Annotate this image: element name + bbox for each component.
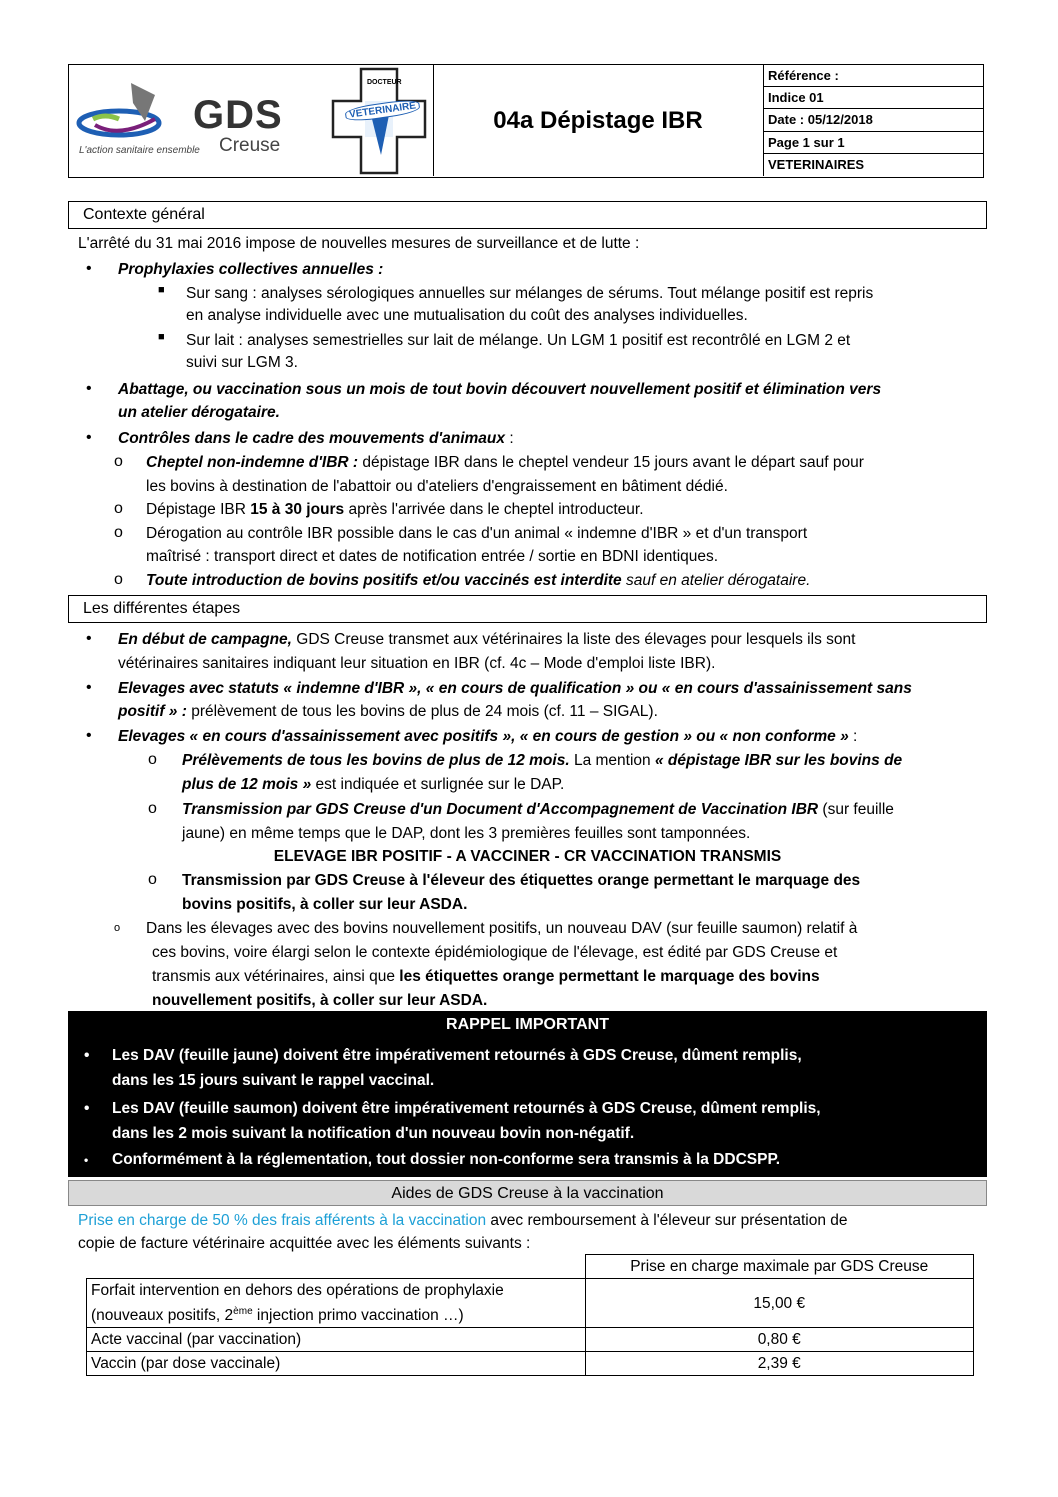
forfait-2-sup: ème [233,1306,253,1317]
meta-indice: Indice 01 [764,87,984,109]
table-cell-value: 15,00 € [585,1279,974,1328]
campagne-line-1 [118,630,855,650]
campagne-rest: GDS Creuse transmet aux vétérinaires la liste des élevages pour lesquels ils sont [291,631,856,648]
logo-tagline: L'action sanitaire ensemble [79,145,200,156]
statuts-rest: prélèvement de tous les bovins de plus de 24 mois (cf. 11 – SIGAL). [186,703,658,720]
fees-table [86,1254,974,1376]
table-corner [87,1255,586,1279]
cross-label: VETERINAIRE [344,98,421,123]
table-row [87,1328,974,1352]
lait-line-1: Sur lait : analyses semestrielles sur lait de mélange. Un LGM 1 positif est recontrôlé en LGM 2 et [186,332,851,349]
document-meta [763,65,984,176]
introduction-line [146,571,810,591]
prelevements-rest: La mention [569,752,655,769]
table-row [87,1352,974,1376]
forfait-line-1: Forfait intervention en dehors des opérations de prophylaxie [91,1282,504,1299]
logo-sub: Creuse [219,135,281,156]
controles-bold: Contrôles dans le cadre des mouvements d'animaux [118,430,506,447]
derogation-line-1: Dérogation au contrôle IBR possible dans le cas d'un animal « indemne d'IBR » et d'un transport [146,525,808,542]
abattage-line-2: un atelier dérogataire. [118,404,280,421]
circle-bullet-icon: o [114,571,123,588]
nouveaux-line-2: ces bovins, voire élargi selon le contexte épidémiologique de l'élevage, est édité par GDS Creuse et [152,944,838,961]
bullet-icon: • [86,429,92,446]
prelevements-2-rest: est indiquée et surlignée sur le DAP. [311,776,565,793]
gds-logo-icon [75,73,185,143]
document-header [68,64,984,178]
rappel-1-line-1: Les DAV (feuille jaune) doivent être impérativement retournés à GDS Creuse, dûment remplis, [112,1047,802,1064]
table-cell-value: 2,39 € [585,1352,974,1376]
rappel-box [68,1011,987,1177]
depistage-c: après l'arrivée dans le cheptel introducteur. [344,501,644,518]
table-cell-label: Acte vaccinal (par vaccination) [87,1328,586,1352]
square-bullet-icon: ■ [158,284,165,296]
circle-bullet-icon: o [148,871,157,888]
contexte-intro-text: L'arrêté du 31 mai 2016 impose de nouvelles mesures de surveillance et de lutte : [78,235,640,252]
prelevements-line-2 [182,775,564,795]
table-cell-label: Vaccin (par dose vaccinale) [87,1352,586,1376]
aides-title: Aides de GDS Creuse à la vaccination [68,1180,987,1206]
abattage-line-1: Abattage, ou vaccination sous un mois de tout bovin découvert nouvellement positif et élimination vers [118,381,882,398]
introduction-rest: sauf en atelier dérogataire. [621,572,811,589]
cheptel-line-1 [146,453,864,473]
circle-bullet-icon: o [148,751,157,768]
transmission-dav-line-2: jaune) en même temps que le DAP, dont les 3 premières feuilles sont tamponnées. [182,825,751,842]
sang-line-2: en analyse individuelle avec une mutualisation du coût des analyses individuelles. [186,307,748,324]
introduction-bold: Toute introduction de bovins positifs et/ou vaccinés est interdite [146,572,622,589]
table-header: Prise en charge maximale par GDS Creuse [585,1255,974,1279]
campagne-line-2: vétérinaires sanitaires indiquant leur situation en IBR (cf. 4c – Mode d'emploi liste IBR). [118,655,716,672]
bullet-icon: • [86,380,92,397]
statuts-line-1: Elevages avec statuts « indemne d'IBR », « en cours de qualification » ou « en cours d'assainissement sans [118,680,912,697]
bullet-icon: • [84,1047,90,1064]
rappel-2-line-2: dans les 2 mois suivant la notification d'un nouveau bovin non-négatif. [112,1125,635,1142]
etiquettes-line-1: Transmission par GDS Creuse à l'éleveur des étiquettes orange permettant le marquage des [182,872,861,889]
document-title: 04a Dépistage IBR [493,106,703,134]
statuts-line-2 [118,702,658,722]
derogation-line-2: maîtrisé : transport direct et dates de notification entrée / sortie en BDNI identiques. [146,548,719,565]
circle-bullet-icon: o [114,524,123,541]
rappel-2-line-1: Les DAV (feuille saumon) doivent être impérativement retournés à GDS Creuse, dûment remplis, [112,1100,821,1117]
bullet-icon: • [86,630,92,647]
rappel-3-line: Conformément à la réglementation, tout dossier non-conforme sera transmis à la DDCSPP. [112,1151,781,1168]
forfait-line-2 [91,1301,581,1326]
meta-audience: VETERINAIRES [768,156,865,172]
transmission-dav-bold: Transmission par GDS Creuse d'un Document d'Accompagnement de Vaccination IBR [182,801,819,818]
table-header-row [87,1255,974,1279]
aides-rest: avec remboursement à l'éleveur sur présentation de [486,1212,848,1229]
bullet-icon: • [84,1100,90,1117]
elevages-tail: : [848,728,858,745]
circle-bullet-icon: o [114,922,121,934]
cheptel-bold: Cheptel non-indemne d'IBR : [146,454,359,471]
bullet-icon: • [86,679,92,696]
etiquettes-line-2: bovins positifs, à coller sur leur ASDA. [182,896,468,913]
transmission-dav-line-1 [182,800,894,820]
depistage-b: 15 à 30 jours [250,501,345,518]
cheptel-rest: dépistage IBR dans le cheptel vendeur 15 jours avant le départ sauf pour [358,454,864,471]
depistage-a: Dépistage IBR [146,501,251,518]
table-row [87,1279,974,1328]
section-title-etapes: Les différentes étapes [68,595,987,623]
cheptel-line-2: les bovins à destination de l'abattoir ou d'ateliers d'engraissement en bâtiment dédié. [146,478,728,495]
lait-line-2: suivi sur LGM 3. [186,354,298,371]
circle-bullet-icon: o [114,500,123,517]
controles-line [118,429,514,449]
depistage-line [146,500,644,520]
prelevements-bold: Prélèvements de tous les bovins de plus de 12 mois. [182,752,570,769]
prelevements-2-bold: plus de 12 mois » [182,776,312,793]
bullet-icon: • [86,260,92,277]
aides-highlight: Prise en charge de 50 % des frais afférents à la vaccination [78,1212,487,1229]
aides-line-1 [78,1211,848,1231]
section-title-contexte: Contexte général [68,201,987,229]
bullet-icon: • [86,727,92,744]
forfait-2-a: (nouveaux positifs, 2 [91,1307,234,1325]
controles-tail: : [505,430,514,447]
transmission-dav-rest: (sur feuille [818,801,894,818]
statuts-bold: positif » : [118,703,187,720]
table-cell-label [87,1279,586,1328]
nouveaux-3-b: les étiquettes orange permettant le marquage des bovins [399,968,820,985]
sang-line-1: Sur sang : analyses sérologiques annuelles sur mélanges de sérums. Tout mélange positif est repris [186,285,874,302]
circle-bullet-icon: o [148,800,157,817]
meta-page: Page 1 sur 1 [764,132,984,154]
logos-area [69,65,434,176]
nouveaux-line-4: nouvellement positifs, à coller sur leur ASDA. [152,992,488,1009]
table-cell-value: 0,80 € [585,1328,974,1352]
prelevements-bold2: « dépistage IBR sur les bovins de [654,752,903,769]
aides-line-2: copie de facture vétérinaire acquittée avec les éléments suivants : [78,1235,531,1252]
bullet-icon: • [84,1153,89,1167]
forfait-2-b: injection primo vaccination …) [252,1307,464,1325]
meta-date: Date : 05/12/2018 [764,109,984,131]
elevages-line [118,727,857,747]
rappel-title: RAPPEL IMPORTANT [446,1016,609,1033]
cross-top-label: DOCTEUR [367,79,402,86]
square-bullet-icon: ■ [158,331,165,343]
elevages-bold: Elevages « en cours d'assainissement avec positifs », « en cours de gestion » ou « non conforme » [118,728,849,745]
campagne-bold: En début de campagne, [118,631,292,648]
contexte-intro [78,234,639,254]
bullet-prophylaxies: Prophylaxies collectives annuelles : [118,261,384,278]
rappel-1-line-2: dans les 15 jours suivant le rappel vaccinal. [112,1072,435,1089]
prelevements-line-1 [182,751,902,771]
nouveaux-line-3 [152,967,820,987]
nouveaux-3-a: transmis aux vétérinaires, ainsi que [152,968,400,985]
center-mention: ELEVAGE IBR POSITIF - A VACCINER - CR VACCINATION TRANSMIS [273,848,782,865]
meta-reference: Référence : [764,65,984,87]
nouveaux-line-1: Dans les élevages avec des bovins nouvellement positifs, un nouveau DAV (sur feuille saumon) relatif à [146,920,858,937]
circle-bullet-icon: o [114,453,123,470]
logo-text: GDS [193,93,283,137]
